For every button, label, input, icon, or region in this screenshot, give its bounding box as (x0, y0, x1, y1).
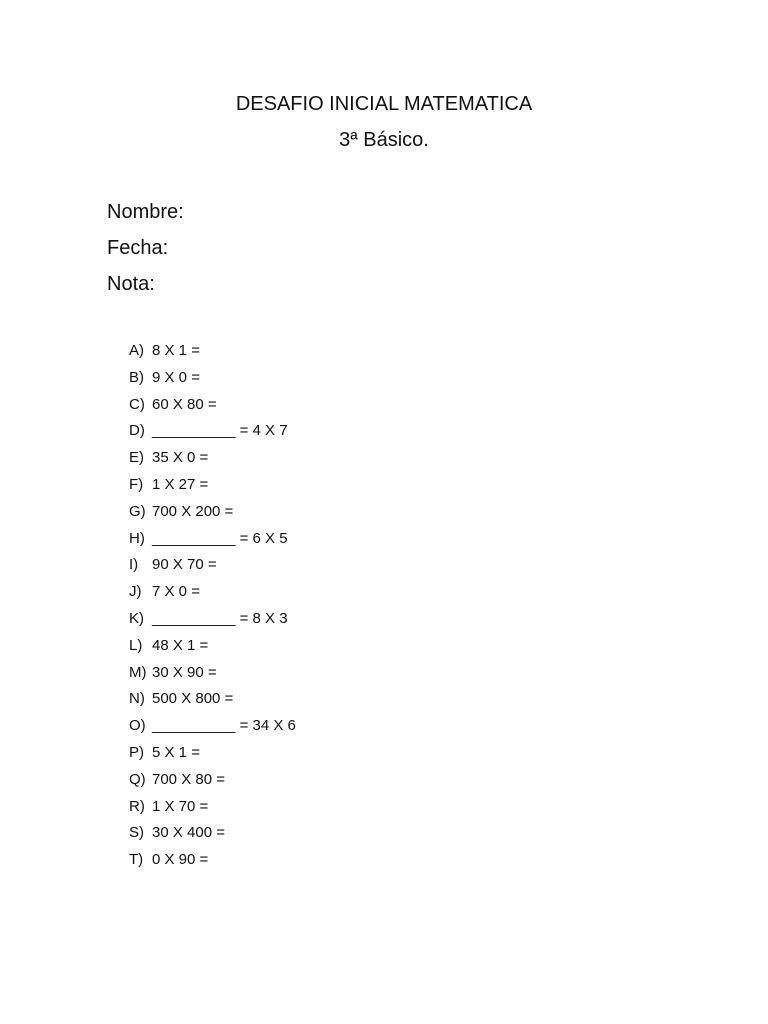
exercise-letter: K) (129, 609, 144, 627)
exercise-letter: T) (129, 851, 144, 869)
exercise-text: 60 X 80 = (152, 395, 217, 413)
exercise-text: 8 X 1 = (152, 342, 200, 359)
exercise-text: 90 X 70 = (152, 556, 217, 574)
exercise-item (129, 636, 296, 663)
nombre-label: Nombre: (107, 201, 184, 223)
exercise-item (129, 368, 296, 395)
exercise-item (129, 716, 296, 743)
exercise-text: __________ = 8 X 3 (152, 609, 288, 627)
exercise-text: 1 X 70 = (152, 797, 209, 815)
student-info-fields (107, 200, 184, 308)
exercise-item (129, 823, 296, 850)
fecha-label: Fecha: (107, 237, 169, 259)
exercise-item (129, 743, 296, 770)
exercise-item (129, 448, 296, 475)
exercise-text: 0 X 90 = (152, 851, 209, 869)
exercise-letter: Q) (129, 770, 146, 788)
exercise-text: 30 X 400 = (152, 824, 225, 842)
exercise-text: __________ = 6 X 5 (152, 529, 288, 547)
exercise-item (129, 529, 296, 556)
exercise-letter: G) (129, 502, 146, 520)
exercise-text: 35 X 0 = (152, 449, 209, 467)
exercise-text: __________ = 34 X 6 (152, 717, 296, 735)
exercise-item (129, 609, 296, 636)
exercise-letter: L) (129, 636, 143, 654)
exercise-letter: M) (129, 663, 147, 681)
exercise-letter: C) (129, 395, 145, 413)
exercise-letter: J) (129, 583, 142, 601)
exercise-item (129, 395, 296, 422)
exercise-letter: R) (129, 797, 145, 815)
exercise-item (129, 475, 296, 502)
exercise-item (129, 582, 296, 609)
exercise-letter: F) (129, 475, 144, 493)
nota-label: Nota: (107, 273, 155, 295)
exercise-text: 700 X 200 = (152, 502, 234, 520)
exercise-text: __________ = 4 X 7 (152, 422, 288, 440)
exercise-letter: O) (129, 717, 146, 735)
exercise-item (129, 689, 296, 716)
exercise-letter: P) (129, 743, 144, 761)
exercise-letter: D) (129, 422, 145, 440)
exercise-text: 48 X 1 = (152, 636, 209, 654)
exercise-text: 9 X 0 = (152, 368, 200, 386)
exercise-item (129, 797, 296, 824)
exercise-letter: E) (129, 449, 144, 467)
exercise-letter: H) (129, 529, 145, 547)
exercise-item (129, 421, 296, 448)
document-subtitle: 3ª Básico. (339, 129, 429, 151)
exercise-item (129, 555, 296, 582)
exercise-item (129, 502, 296, 529)
exercise-letter: B) (129, 368, 144, 386)
exercise-text: 700 X 80 = (152, 770, 225, 788)
exercise-item (129, 663, 296, 690)
exercise-list (129, 341, 296, 877)
exercise-text: 30 X 90 = (152, 663, 217, 681)
exercise-item (129, 850, 296, 877)
exercise-letter: I) (129, 556, 139, 574)
exercise-text: 1 X 27 = (152, 475, 209, 493)
exercise-text: 7 X 0 = (152, 583, 200, 601)
exercise-text: 5 X 1 = (152, 743, 200, 761)
exercise-letter: A) (129, 342, 144, 359)
document-title: DESAFIO INICIAL MATEMATICA (235, 93, 533, 115)
exercise-text: 500 X 800 = (152, 690, 234, 708)
exercise-item (129, 770, 296, 797)
exercise-item (129, 341, 296, 368)
exercise-letter: S) (129, 824, 144, 842)
exercise-letter: N) (129, 690, 145, 708)
